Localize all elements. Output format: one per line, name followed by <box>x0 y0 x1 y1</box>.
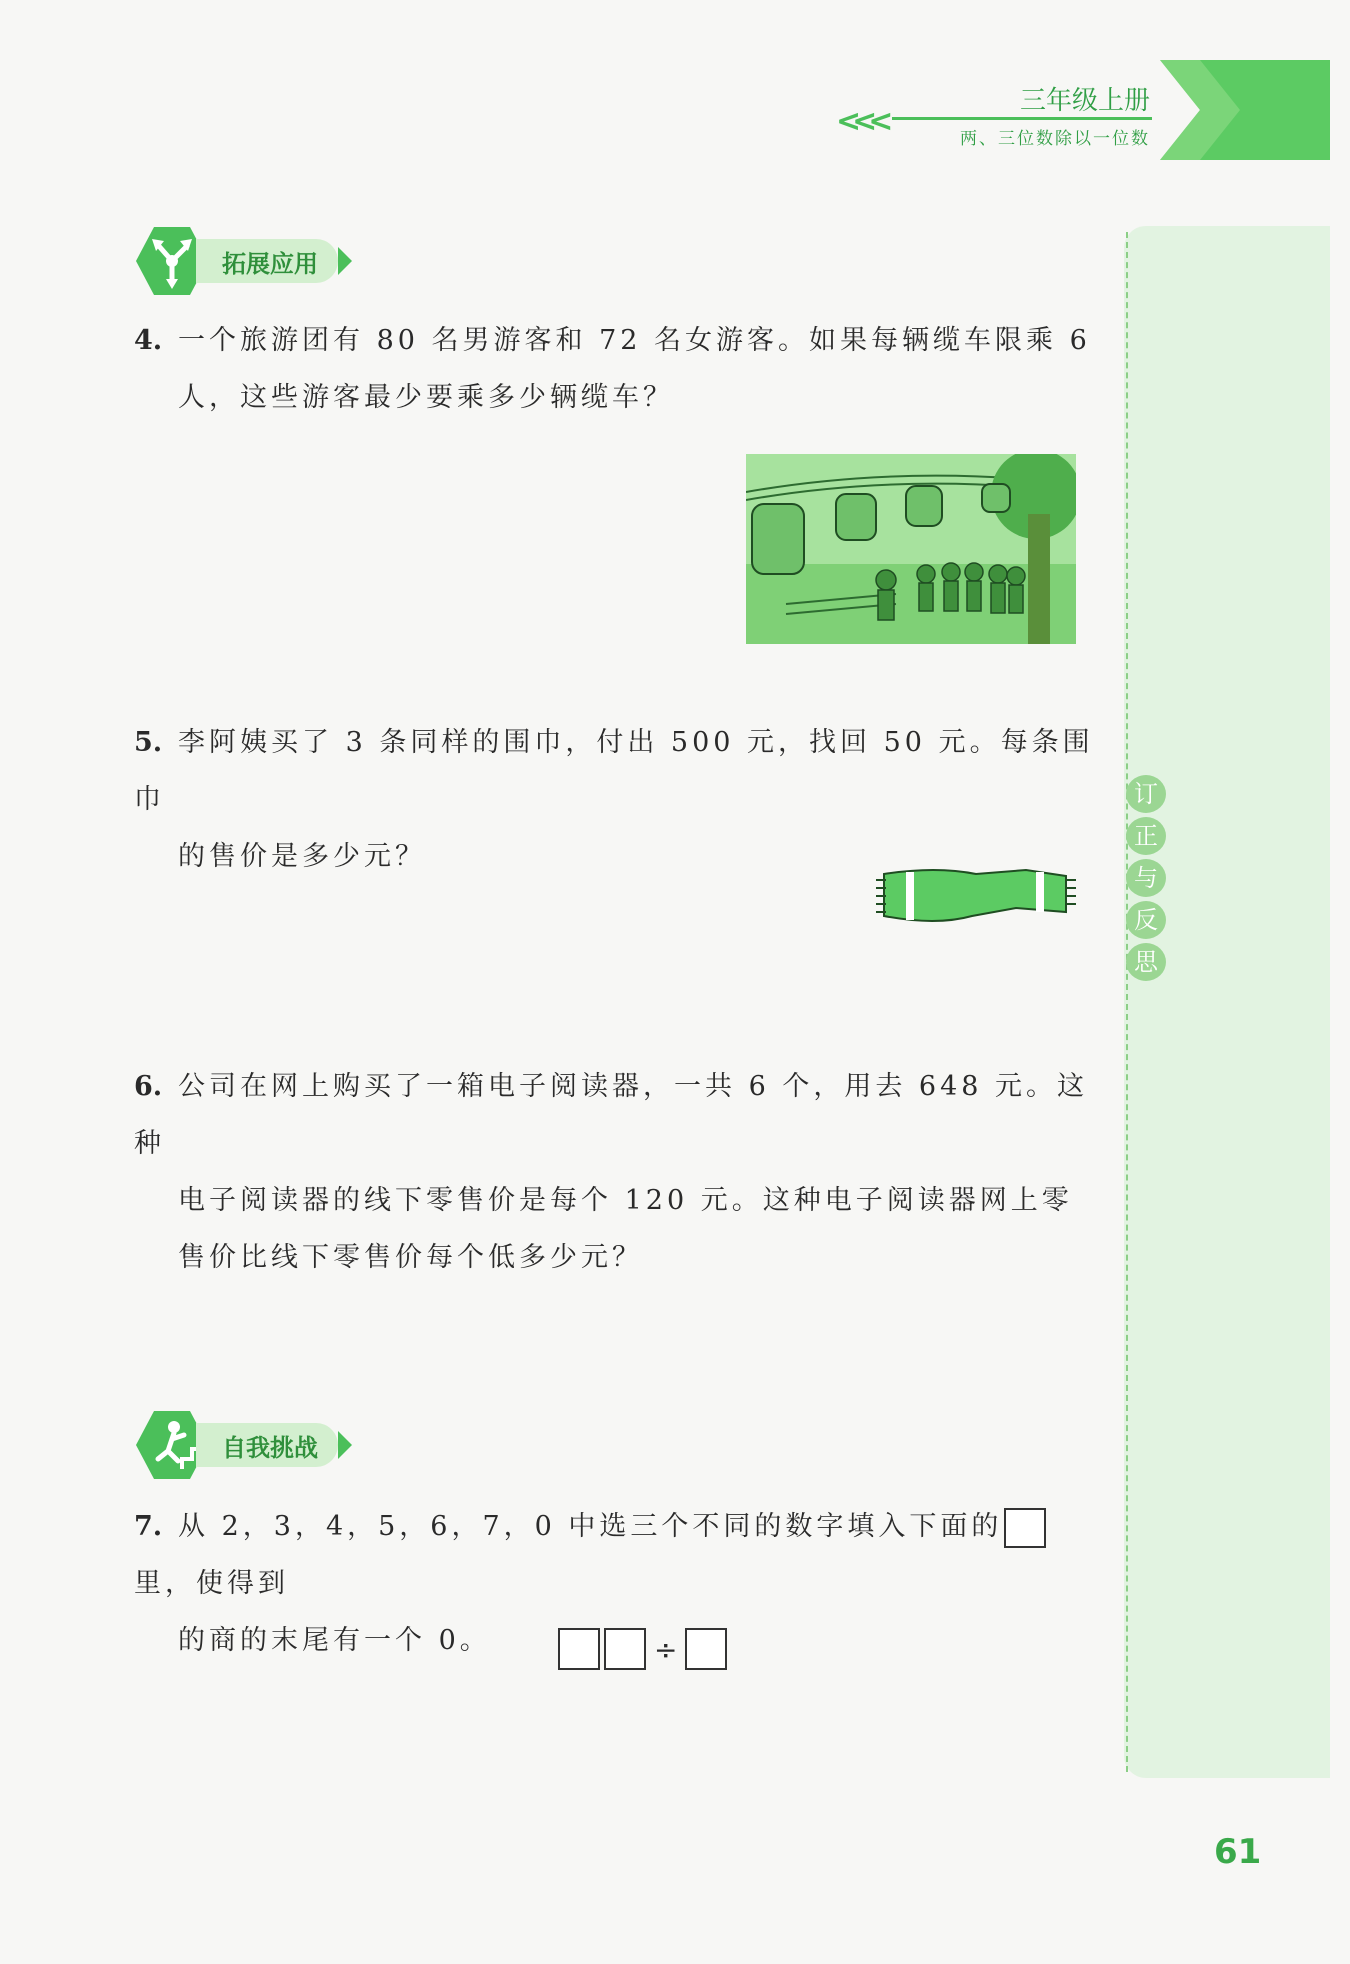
triple-arrow-left-icon: <<< <box>836 104 885 139</box>
problem-number: 7. <box>134 1511 163 1542</box>
dividend-tens-box[interactable] <box>558 1628 600 1670</box>
problem-text: 公司在网上购买了一箱电子阅读器，一共 6 个，用去 648 元。这种 <box>134 1071 1089 1159</box>
problem-6 <box>134 1058 1096 1286</box>
header-tab-shape <box>1160 60 1330 160</box>
problem-4 <box>134 312 1096 426</box>
header-rule <box>892 117 1152 120</box>
cable-car-illustration <box>746 454 1076 644</box>
problem-text: 的售价是多少元？ <box>178 841 426 872</box>
margin-char: 思 <box>1126 943 1166 981</box>
problem-number: 5. <box>134 727 163 758</box>
problem-text: 李阿姨买了 3 条同样的围巾，付出 500 元，找回 50 元。每条围巾 <box>134 727 1094 815</box>
problem-text: 电子阅读器的线下零售价是每个 120 元。这种电子阅读器网上零 <box>178 1185 1073 1216</box>
divide-sign: ÷ <box>654 1632 678 1666</box>
problem-text: 从 2，3，4，5，6，7，0 中选三个不同的数字填入下面的 <box>178 1511 1003 1542</box>
margin-char: 正 <box>1126 817 1166 855</box>
correction-margin-panel <box>1124 226 1330 1778</box>
division-equation <box>556 1628 729 1670</box>
inline-answer-box[interactable] <box>1004 1508 1046 1548</box>
problem-text: 售价比线下零售价每个低多少元？ <box>178 1242 643 1273</box>
divisor-box[interactable] <box>685 1628 727 1670</box>
problem-text: 里，使得到 <box>134 1568 289 1599</box>
section-title: 拓展应用 <box>196 239 338 283</box>
problem-number: 4. <box>134 325 163 356</box>
margin-char: 反 <box>1126 901 1166 939</box>
grade-label: 三年级上册 <box>1019 86 1150 116</box>
margin-char: 订 <box>1126 775 1166 813</box>
margin-dashed-line <box>1126 232 1128 1772</box>
problem-text: 一个旅游团有 80 名男游客和 72 名女游客。如果每辆缆车限乘 6 <box>178 325 1091 356</box>
section-badge-extend <box>134 230 338 292</box>
margin-label <box>1124 775 1168 981</box>
scarf-illustration <box>876 856 1076 936</box>
page-number: 61 <box>1214 1832 1262 1872</box>
margin-char: 与 <box>1126 859 1166 897</box>
section-title: 自我挑战 <box>196 1423 338 1467</box>
problem-text: 人，这些游客最少要乘多少辆缆车？ <box>178 382 674 413</box>
dividend-ones-box[interactable] <box>604 1628 646 1670</box>
unit-label: 两、三位数除以一位数 <box>960 129 1150 149</box>
problem-text: 的商的末尾有一个 0。 <box>178 1625 491 1656</box>
section-badge-challenge <box>134 1414 338 1476</box>
problem-number: 6. <box>134 1071 163 1102</box>
